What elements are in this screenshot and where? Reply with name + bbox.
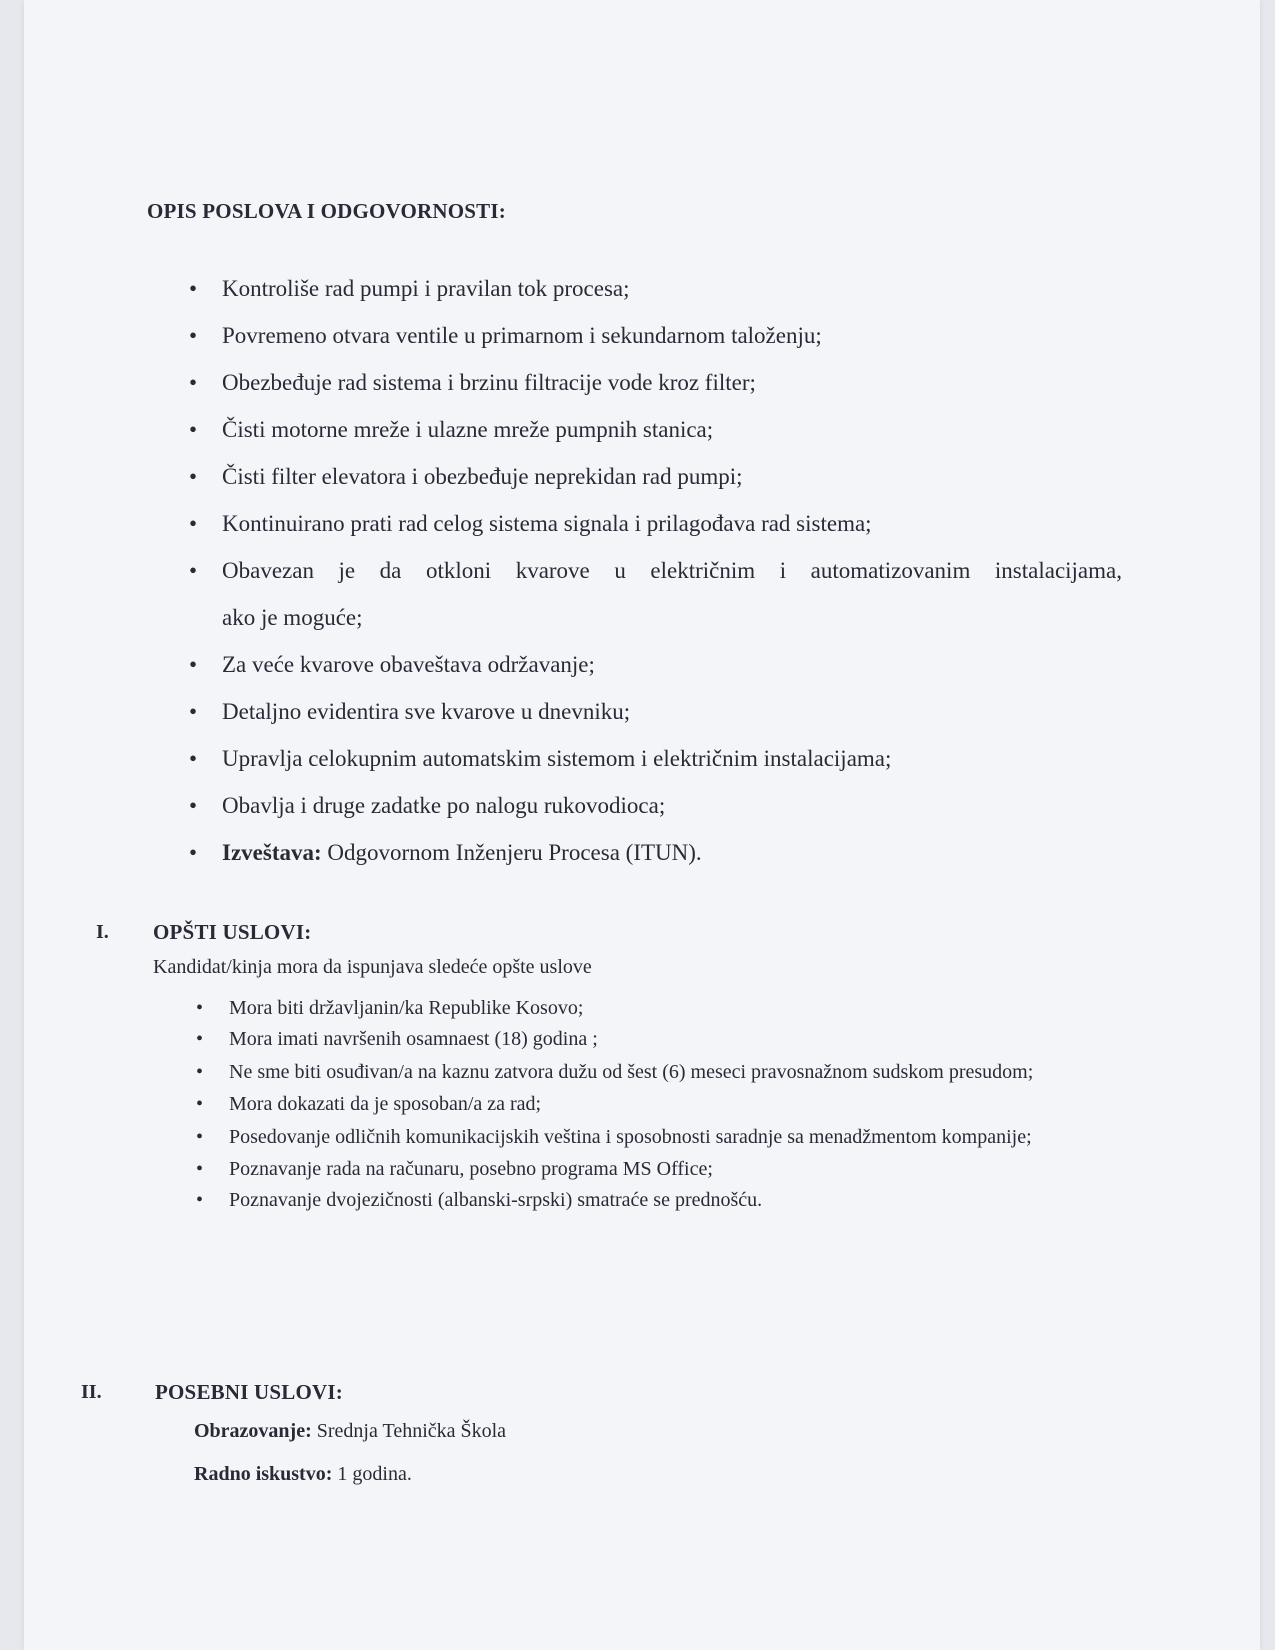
- list-item: • Mora biti državljanin/ka Republike Kosovo;: [229, 993, 1129, 1024]
- list-item: • Za veće kvarove obaveštava održavanje;: [222, 648, 1122, 695]
- list-item: • Obezbeđuje rad sistema i brzinu filtracije vode kroz filter;: [222, 366, 1122, 413]
- bullet: •: [189, 793, 198, 818]
- bullet: •: [189, 417, 198, 442]
- education-label: Obrazovanje:: [194, 1420, 312, 1442]
- bullet: •: [196, 1158, 204, 1180]
- bullet: •: [196, 1093, 204, 1115]
- general-list: [196, 993, 1129, 1216]
- list-item: • Poznavanje dvojezičnosti (albanski-srpski) smatraće se prednošću.: [229, 1185, 1129, 1216]
- experience-label: Radno iskustvo:: [194, 1463, 333, 1485]
- list-item: • Poznavanje rada na računaru, posebno programa MS Office;: [229, 1154, 1129, 1185]
- list-item: • Mora imati navršenih osamnaest (18) godina ;: [229, 1024, 1129, 1055]
- bullet: •: [189, 370, 198, 395]
- list-item: • Detaljno evidentira sve kvarove u dnevniku;: [222, 695, 1122, 742]
- general-intro: Kandidat/kinja mora da ispunjava sledeće opšte uslove: [153, 956, 592, 978]
- bullet: •: [189, 840, 198, 865]
- bullet: •: [189, 652, 198, 677]
- bullet: •: [189, 464, 198, 489]
- bullet: •: [196, 997, 204, 1019]
- bullet: •: [189, 511, 198, 536]
- education-row: [194, 1420, 506, 1443]
- section-numeral-ii: II.: [81, 1381, 102, 1403]
- reports-label: Izveštava:: [222, 840, 322, 865]
- bullet: •: [196, 1126, 204, 1148]
- bullet: •: [189, 746, 198, 771]
- experience-value: 1 godina.: [337, 1463, 412, 1485]
- duties-heading: OPIS POSLOVA I ODGOVORNOSTI:: [147, 199, 506, 223]
- list-item: • Kontroliše rad pumpi i pravilan tok procesa;: [222, 272, 1122, 319]
- list-item: • Posedovanje odličnih komunikacijskih veština i sposobnosti saradnje sa menadžmentom kompanije;: [229, 1120, 1129, 1154]
- list-item: • Mora dokazati da je sposoban/a za rad;: [229, 1089, 1129, 1120]
- list-item: • Upravlja celokupnim automatskim sistemom i električnim instalacijama;: [222, 742, 1122, 789]
- bullet: •: [189, 276, 198, 301]
- section-numeral-i: I.: [96, 921, 109, 943]
- bullet: •: [196, 1028, 204, 1050]
- bullet: •: [196, 1189, 204, 1211]
- bullet: •: [189, 558, 198, 583]
- list-item: • Obavlja i druge zadatke po nalogu rukovodioca;: [222, 789, 1122, 836]
- list-item: • Ne sme biti osuđivan/a na kaznu zatvora dužu od šest (6) meseci pravosnažnom sudskom presudom;: [229, 1055, 1079, 1089]
- bullet: •: [189, 699, 198, 724]
- bullet: •: [196, 1061, 204, 1083]
- list-item: • Čisti filter elevatora i obezbeđuje neprekidan rad pumpi;: [222, 460, 1122, 507]
- general-heading: OPŠTI USLOVI:: [153, 920, 312, 944]
- list-item: • Povremeno otvara ventile u primarnom i sekundarnom taloženju;: [222, 319, 1122, 366]
- reports-value: Odgovornom Inženjeru Procesa (ITUN).: [327, 840, 702, 865]
- list-item: • Obavezan je da otkloni kvarove u električnim i automatizovanim instalacijama, ako je moguće;: [222, 554, 1122, 648]
- list-item: [189, 836, 1122, 883]
- list-item: • Kontinuirano prati rad celog sistema signala i prilagođava rad sistema;: [222, 507, 1122, 554]
- special-heading: POSEBNI USLOVI:: [155, 1380, 343, 1404]
- education-value: Srednja Tehnička Škola: [316, 1420, 507, 1442]
- duties-list: [189, 272, 1122, 883]
- experience-row: [194, 1463, 412, 1486]
- bullet: •: [189, 323, 198, 348]
- list-item: • Čisti motorne mreže i ulazne mreže pumpnih stanica;: [222, 413, 1122, 460]
